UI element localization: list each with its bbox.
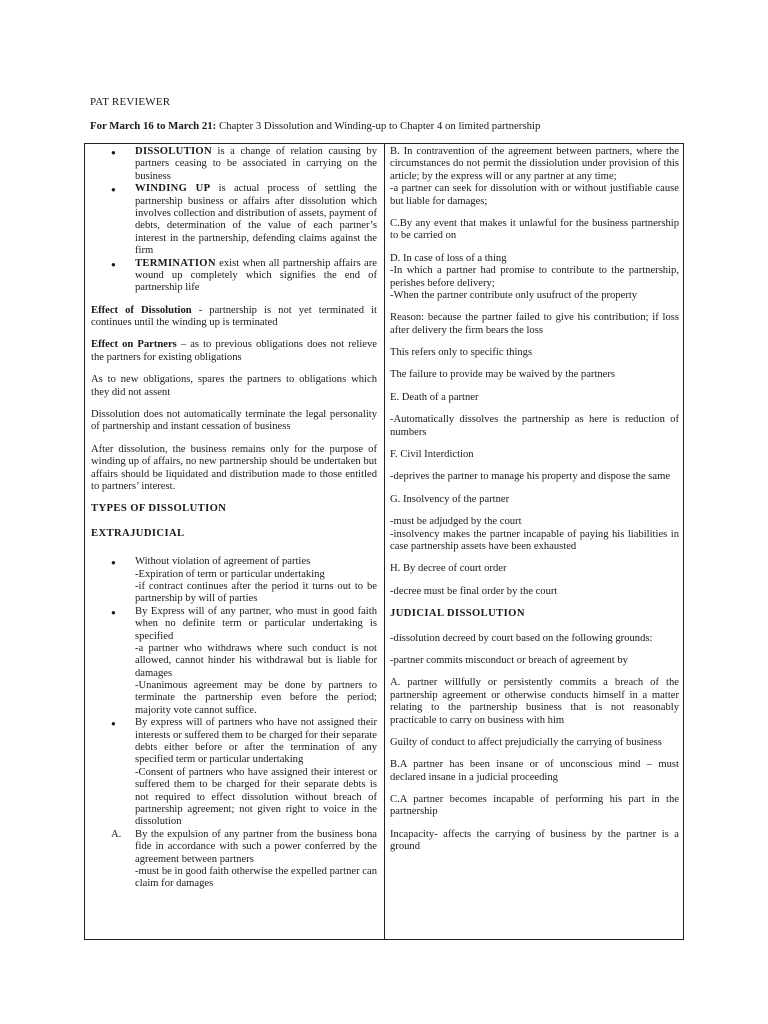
effect-text: – as to previous obligations does not relieve the partners for existing obligations	[91, 339, 377, 363]
list-item	[91, 606, 377, 718]
paragraph-line: -a partner can seek for dissolution with or without justifiable cause but liable for damages;	[390, 183, 679, 207]
paragraph: -deprives the partner to manage his property and dispose the same	[390, 471, 671, 483]
column-divider	[384, 144, 385, 939]
item-line: -Consent of partners who have assigned their interest or suffered them to be charged for their separate debts is not required to effect dissolution without breach of partnership agreement; not given right to voice in the dissolution	[135, 766, 377, 828]
extrajudicial-list	[91, 556, 377, 891]
definition-termination	[91, 258, 377, 295]
paragraph: Reason: because the partner failed to give his contribution; if loss after delivery the firm bears the loss	[390, 312, 679, 336]
right-column	[390, 146, 679, 864]
paragraph: F. Civil Interdiction	[390, 449, 474, 461]
item-line: Without violation of agreement of parties	[135, 556, 311, 568]
paragraph: G. Insolvency of the partner	[390, 493, 510, 505]
paragraph: As to new obligations, spares the partners to obligations which they did not assent	[91, 374, 377, 398]
paragraph: E. Death of a partner	[390, 391, 479, 403]
judicial-dissolution-heading: JUDICIAL DISSOLUTION	[390, 608, 525, 620]
paragraph: C.A partner becomes incapable of performing his part in the partnership	[390, 794, 679, 818]
paragraph: Guilty of conduct to affect prejudicially the carrying of business	[390, 736, 662, 748]
list-item	[91, 556, 377, 606]
bullet-icon: ●	[111, 558, 116, 568]
types-of-dissolution-heading: TYPES OF DISSOLUTION	[91, 503, 227, 515]
bullet-icon: ●	[111, 259, 116, 269]
item-line: -must be in good faith otherwise the expelled partner can claim for damages	[135, 865, 377, 890]
paragraph-line: -must be adjudged by the court	[390, 516, 522, 528]
paragraph	[390, 253, 679, 303]
paragraph: Incapacity- affects the carrying of business by the partner is a ground	[390, 828, 679, 853]
list-item	[91, 717, 377, 829]
definition-term: WINDING UP	[135, 183, 211, 195]
list-item	[91, 829, 377, 891]
subtitle-topic: Chapter 3 Dissolution and Winding-up to Chapter 4 on limited partnership	[216, 120, 541, 132]
subtitle-date-range: For March 16 to March 21:	[90, 120, 217, 132]
paragraph: The failure to provide may be waived by the partners	[390, 369, 616, 381]
paragraph	[390, 516, 679, 553]
item-line: -Unanimous agreement may be done by partners to terminate the partnership even before the period; majority vote cannot suffice.	[135, 680, 377, 716]
definition-text: is actual process of settling the partnership business or affairs after dissolution which involves collection and distribution of assets, payment of debts, determination of the value of each partner’s interest in the partnership, defending claims against the firm	[135, 183, 377, 257]
definitions-list	[91, 146, 377, 295]
item-line: -if contract continues after the period it turns out to be partnership by will of parties	[135, 580, 377, 605]
effect-term: Effect on Partners	[91, 339, 177, 351]
paragraph	[390, 146, 679, 208]
paragraph-line: B. In contravention of the agreement between partners, where the circumstances do not permit the dissiolution under provision of this article; by the express will or any partner at any time;	[390, 146, 679, 182]
bullet-icon: ●	[111, 185, 116, 195]
paragraph: A. partner willfully or persistently commits a breach of the partnership agreement or otherwise conducts himself in a matter relating to the partnership business that is not reasonably practicable to carry on business with him	[390, 677, 679, 726]
item-line: By express will of partners who have not assigned their interests or suffered them to be charged for their separate debts either before or after the termination of any specified term or particular undertaking	[135, 717, 377, 766]
paragraph: C.By any event that makes it unlawful for the business partnership to be carried on	[390, 217, 679, 242]
item-line: By the expulsion of any partner from the business bona fide in accordance with such a power conferred by the agreement between partners	[135, 828, 377, 865]
paragraph-line: -In which a partner had promise to contribute to the partnership, perishes before delivery;	[390, 265, 679, 289]
paragraph-line: -When the partner contribute only usufruct of the property	[390, 289, 638, 301]
paragraph: Dissolution does not automatically terminate the legal personality of partnership and instant cessation of business	[91, 409, 377, 433]
paragraph-line: D. In case of loss of a thing	[390, 252, 507, 264]
effect-of-dissolution	[91, 305, 377, 330]
definition-winding-up	[91, 183, 377, 257]
paragraph: H. By decree of court order	[390, 563, 507, 575]
paragraph: B.A partner has been insane or of unconscious mind – must declared insane in a judicial proceeding	[390, 759, 679, 783]
extrajudicial-heading: EXTRAJUDICIAL	[91, 527, 185, 539]
document-subtitle	[90, 120, 540, 133]
paragraph: After dissolution, the business remains only for the purpose of winding up of affairs, no new partnership should be undertaken but affairs should be liquidated and distribution made to those entitled to partners’ interest.	[91, 443, 377, 492]
paragraph-line: -insolvency makes the partner incapable of paying his liabilities in case partnership assets have been exhausted	[390, 528, 679, 552]
definition-dissolution	[91, 146, 377, 183]
item-line: -Expiration of term or particular undertaking	[135, 568, 325, 580]
left-column	[91, 146, 377, 891]
bullet-icon: ●	[111, 148, 116, 157]
definition-term: TERMINATION	[135, 257, 216, 269]
definition-text: exist when all partnership affairs are wound up completely which signifies the end of partnership life	[135, 257, 377, 294]
effect-text: - partnership is not yet terminated it continues until the winding up is terminated	[91, 304, 377, 329]
reviewer-table	[84, 143, 684, 940]
paragraph: -decree must be final order by the court	[390, 585, 558, 597]
definition-text: is a change of relation causing by partners ceasing to be associated in carrying on the business	[135, 146, 377, 182]
document-title: PAT REVIEWER	[90, 96, 171, 108]
paragraph: -partner commits misconduct or breach of agreement by	[390, 654, 628, 666]
definition-term: DISSOLUTION	[135, 146, 212, 157]
paragraph: -Automatically dissolves the partnership as here is reduction of numbers	[390, 414, 679, 438]
letter-marker: A.	[111, 828, 122, 840]
effect-term: Effect of Dissolution	[91, 304, 192, 316]
bullet-icon: ●	[111, 719, 116, 729]
paragraph: -dissolution decreed by court based on the following grounds:	[390, 632, 653, 644]
paragraph: This refers only to specific things	[390, 347, 533, 359]
effect-on-partners	[91, 339, 377, 364]
item-line: -a partner who withdraws where such conduct is not allowed, cannot hinder his withdrawal but is liable for damages	[135, 642, 377, 679]
item-line: By Express will of any partner, who must in good faith when no definite term or particular undertaking is specified	[135, 605, 377, 642]
bullet-icon: ●	[111, 607, 116, 617]
